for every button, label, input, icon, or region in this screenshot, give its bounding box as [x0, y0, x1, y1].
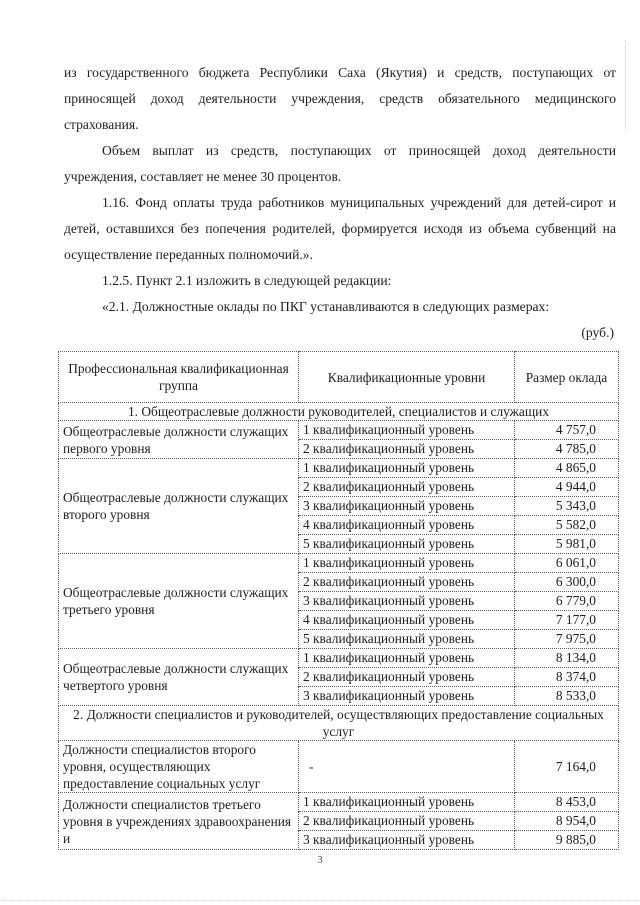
- level-cell: 3 квалификационный уровень: [299, 497, 515, 516]
- section-row: [59, 706, 619, 741]
- level-cell: 5 квалификационный уровень: [299, 630, 515, 649]
- salary-cell: 8 954,0: [515, 812, 619, 831]
- header-group: Профессиональная квалификационная группа: [59, 352, 299, 403]
- salary-cell: 4 757,0: [515, 421, 619, 440]
- group-name: Общеотраслевые должности служащих второго уровня: [59, 459, 299, 554]
- level-cell: 5 квалификационный уровень: [299, 535, 515, 554]
- level-cell: 4 квалификационный уровень: [299, 516, 515, 535]
- table-row: [59, 421, 619, 440]
- level-cell: -: [299, 741, 515, 793]
- salary-cell: 8 453,0: [515, 793, 619, 812]
- scan-artifact-edge: [624, 40, 626, 130]
- salary-cell: 7 975,0: [515, 630, 619, 649]
- paragraph-item-2-1: «2.1. Должностные оклады по ПКГ устанавливаются в следующих размерах:: [102, 299, 550, 314]
- salary-cell: 4 865,0: [515, 459, 619, 478]
- salary-table: [58, 351, 619, 850]
- salary-cell: 8 374,0: [515, 668, 619, 687]
- level-cell: 1 квалификационный уровень: [299, 421, 515, 440]
- section-row: [59, 403, 619, 421]
- section-title: 1. Общеотраслевые должности руководителей, специалистов и служащих: [59, 403, 619, 421]
- level-cell: 1 квалификационный уровень: [299, 649, 515, 668]
- paragraph-item-1-2-5: 1.2.5. Пункт 2.1 изложить в следующей редакции:: [102, 273, 392, 288]
- salary-cell: 8 533,0: [515, 687, 619, 706]
- paragraph-item-1-16: 1.16. Фонд оплаты труда работников муниципальных учреждений для детей-сирот и детей, оставшихся без попечения родителей, формируется исходя из объема субвенций на осуществление переданных полномочий.».: [64, 195, 616, 262]
- level-cell: 2 квалификационный уровень: [299, 478, 515, 497]
- salary-cell: 9 885,0: [515, 831, 619, 850]
- page-number: 3: [317, 854, 323, 866]
- salary-cell: 4 944,0: [515, 478, 619, 497]
- salary-cell: 7 164,0: [515, 741, 619, 793]
- level-cell: 4 квалификационный уровень: [299, 611, 515, 630]
- group-name: Должности специалистов третьего уровня в учреждениях здравоохранения и: [59, 793, 299, 850]
- level-cell: 3 квалификационный уровень: [299, 592, 515, 611]
- level-cell: 2 квалификационный уровень: [299, 812, 515, 831]
- paragraph-income-share: Объем выплат из средств, поступающих от приносящей доход деятельности учреждения, составляет не менее 30 процентов.: [64, 143, 616, 184]
- table-row: [59, 554, 619, 573]
- level-cell: 3 квалификационный уровень: [299, 687, 515, 706]
- salary-cell: 6 300,0: [515, 573, 619, 592]
- currency-unit: (руб.): [581, 325, 614, 340]
- level-cell: 1 квалификационный уровень: [299, 793, 515, 812]
- level-cell: 1 квалификационный уровень: [299, 459, 515, 478]
- salary-cell: 6 779,0: [515, 592, 619, 611]
- salary-cell: 7 177,0: [515, 611, 619, 630]
- table-row: [59, 741, 619, 793]
- salary-cell: 5 981,0: [515, 535, 619, 554]
- header-levels: Квалификационные уровни: [299, 352, 515, 403]
- group-name: Должности специалистов второго уровня, осуществляющих предоставление социальных услуг: [59, 741, 299, 793]
- salary-cell: 8 134,0: [515, 649, 619, 668]
- section-title: 2. Должности специалистов и руководителей, осуществляющих предоставление социальных услуг: [59, 706, 619, 741]
- header-salary: Размер оклада: [515, 352, 619, 403]
- salary-cell: 5 582,0: [515, 516, 619, 535]
- table-row: [59, 649, 619, 668]
- salary-cell: 4 785,0: [515, 440, 619, 459]
- group-name: Общеотраслевые должности служащих третьего уровня: [59, 554, 299, 649]
- level-cell: 3 квалификационный уровень: [299, 831, 515, 850]
- table-row: [59, 459, 619, 478]
- level-cell: 2 квалификационный уровень: [299, 573, 515, 592]
- scan-artifact-bottom: [0, 899, 640, 901]
- group-name: Общеотраслевые должности служащих четвертого уровня: [59, 649, 299, 706]
- paragraph-funding-sources: из государственного бюджета Республики Саха (Якутия) и средств, поступающих от приносящей доход деятельности учреждения, средств обязательного медицинского страхования.: [64, 65, 616, 132]
- salary-cell: 6 061,0: [515, 554, 619, 573]
- level-cell: 2 квалификационный уровень: [299, 668, 515, 687]
- group-name: Общеотраслевые должности служащих первого уровня: [59, 421, 299, 459]
- table-header-row: [59, 352, 619, 403]
- table-row: [59, 793, 619, 812]
- level-cell: 2 квалификационный уровень: [299, 440, 515, 459]
- salary-cell: 5 343,0: [515, 497, 619, 516]
- level-cell: 1 квалификационный уровень: [299, 554, 515, 573]
